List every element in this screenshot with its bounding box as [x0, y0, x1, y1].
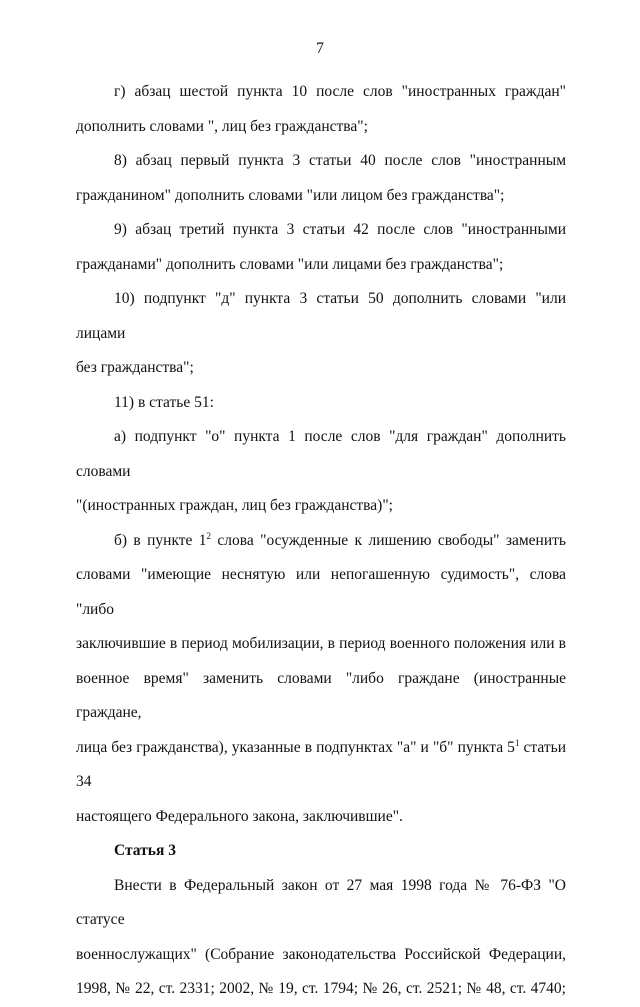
page-number: 7 [316, 40, 324, 57]
text-fragment: лица без гражданства), указанные в подпунктах "а" и "б" пункта 5 [76, 738, 515, 756]
text-line: военнослужащих" (Собрание законодательства Российской Федерации, [76, 945, 566, 963]
text-fragment: б) в пункте 1 [114, 531, 207, 549]
text-line [76, 731, 566, 800]
superscript: 1 [514, 737, 520, 748]
text-fragment: статьи 34 [76, 738, 566, 790]
text-line: гражданами" дополнить словами "или лицами без гражданства"; [76, 255, 504, 273]
document-body [76, 75, 566, 1007]
text-line [76, 524, 566, 559]
text-line: словами "имеющие неснятую или непогашенную судимость", слова "либо [76, 566, 566, 618]
text-line: настоящего Федерального закона, заключившие". [76, 807, 403, 825]
text-line: г) абзац шестой пункта 10 после слов "иностранных граждан" [114, 83, 566, 100]
text-line: гражданином" дополнить словами "или лицом без гражданства"; [76, 186, 505, 204]
text-line: 11) в статье 51: [114, 393, 214, 411]
text-line: 1998, № 22, ст. 2331; 2002, № 19, ст. 1794; № 26, ст. 2521; № 48, ст. 4740; [76, 980, 566, 997]
text-line: 10) подпункт "д" пункта 3 статьи 50 дополнить словами "или лицами [76, 290, 566, 342]
superscript: 2 [206, 530, 212, 541]
text-line: без гражданства"; [76, 359, 194, 376]
text-line: 8) абзац первый пункта 3 статьи 40 после слов "иностранным [114, 152, 566, 169]
text-line: заключившие в период мобилизации, в период военного положения или в [76, 635, 566, 652]
text-fragment: слова "осужденные к лишению свободы" заменить [211, 531, 566, 549]
article-heading: Статья 3 [114, 842, 176, 859]
text-line: "(иностранных граждан, лиц без гражданства)"; [76, 497, 393, 514]
text-line: Внести в Федеральный закон от 27 мая 1998 года № 76-ФЗ "О статусе [76, 876, 566, 928]
text-line: дополнить словами ", лиц без гражданства"; [76, 117, 368, 135]
text-line: а) подпункт "о" пункта 1 после слов "для граждан" дополнить словами [76, 428, 566, 480]
text-line: 9) абзац третий пункта 3 статьи 42 после слов "иностранными [114, 221, 566, 238]
text-line: военное время" заменить словами "либо граждане (иностранные граждане, [76, 669, 566, 721]
